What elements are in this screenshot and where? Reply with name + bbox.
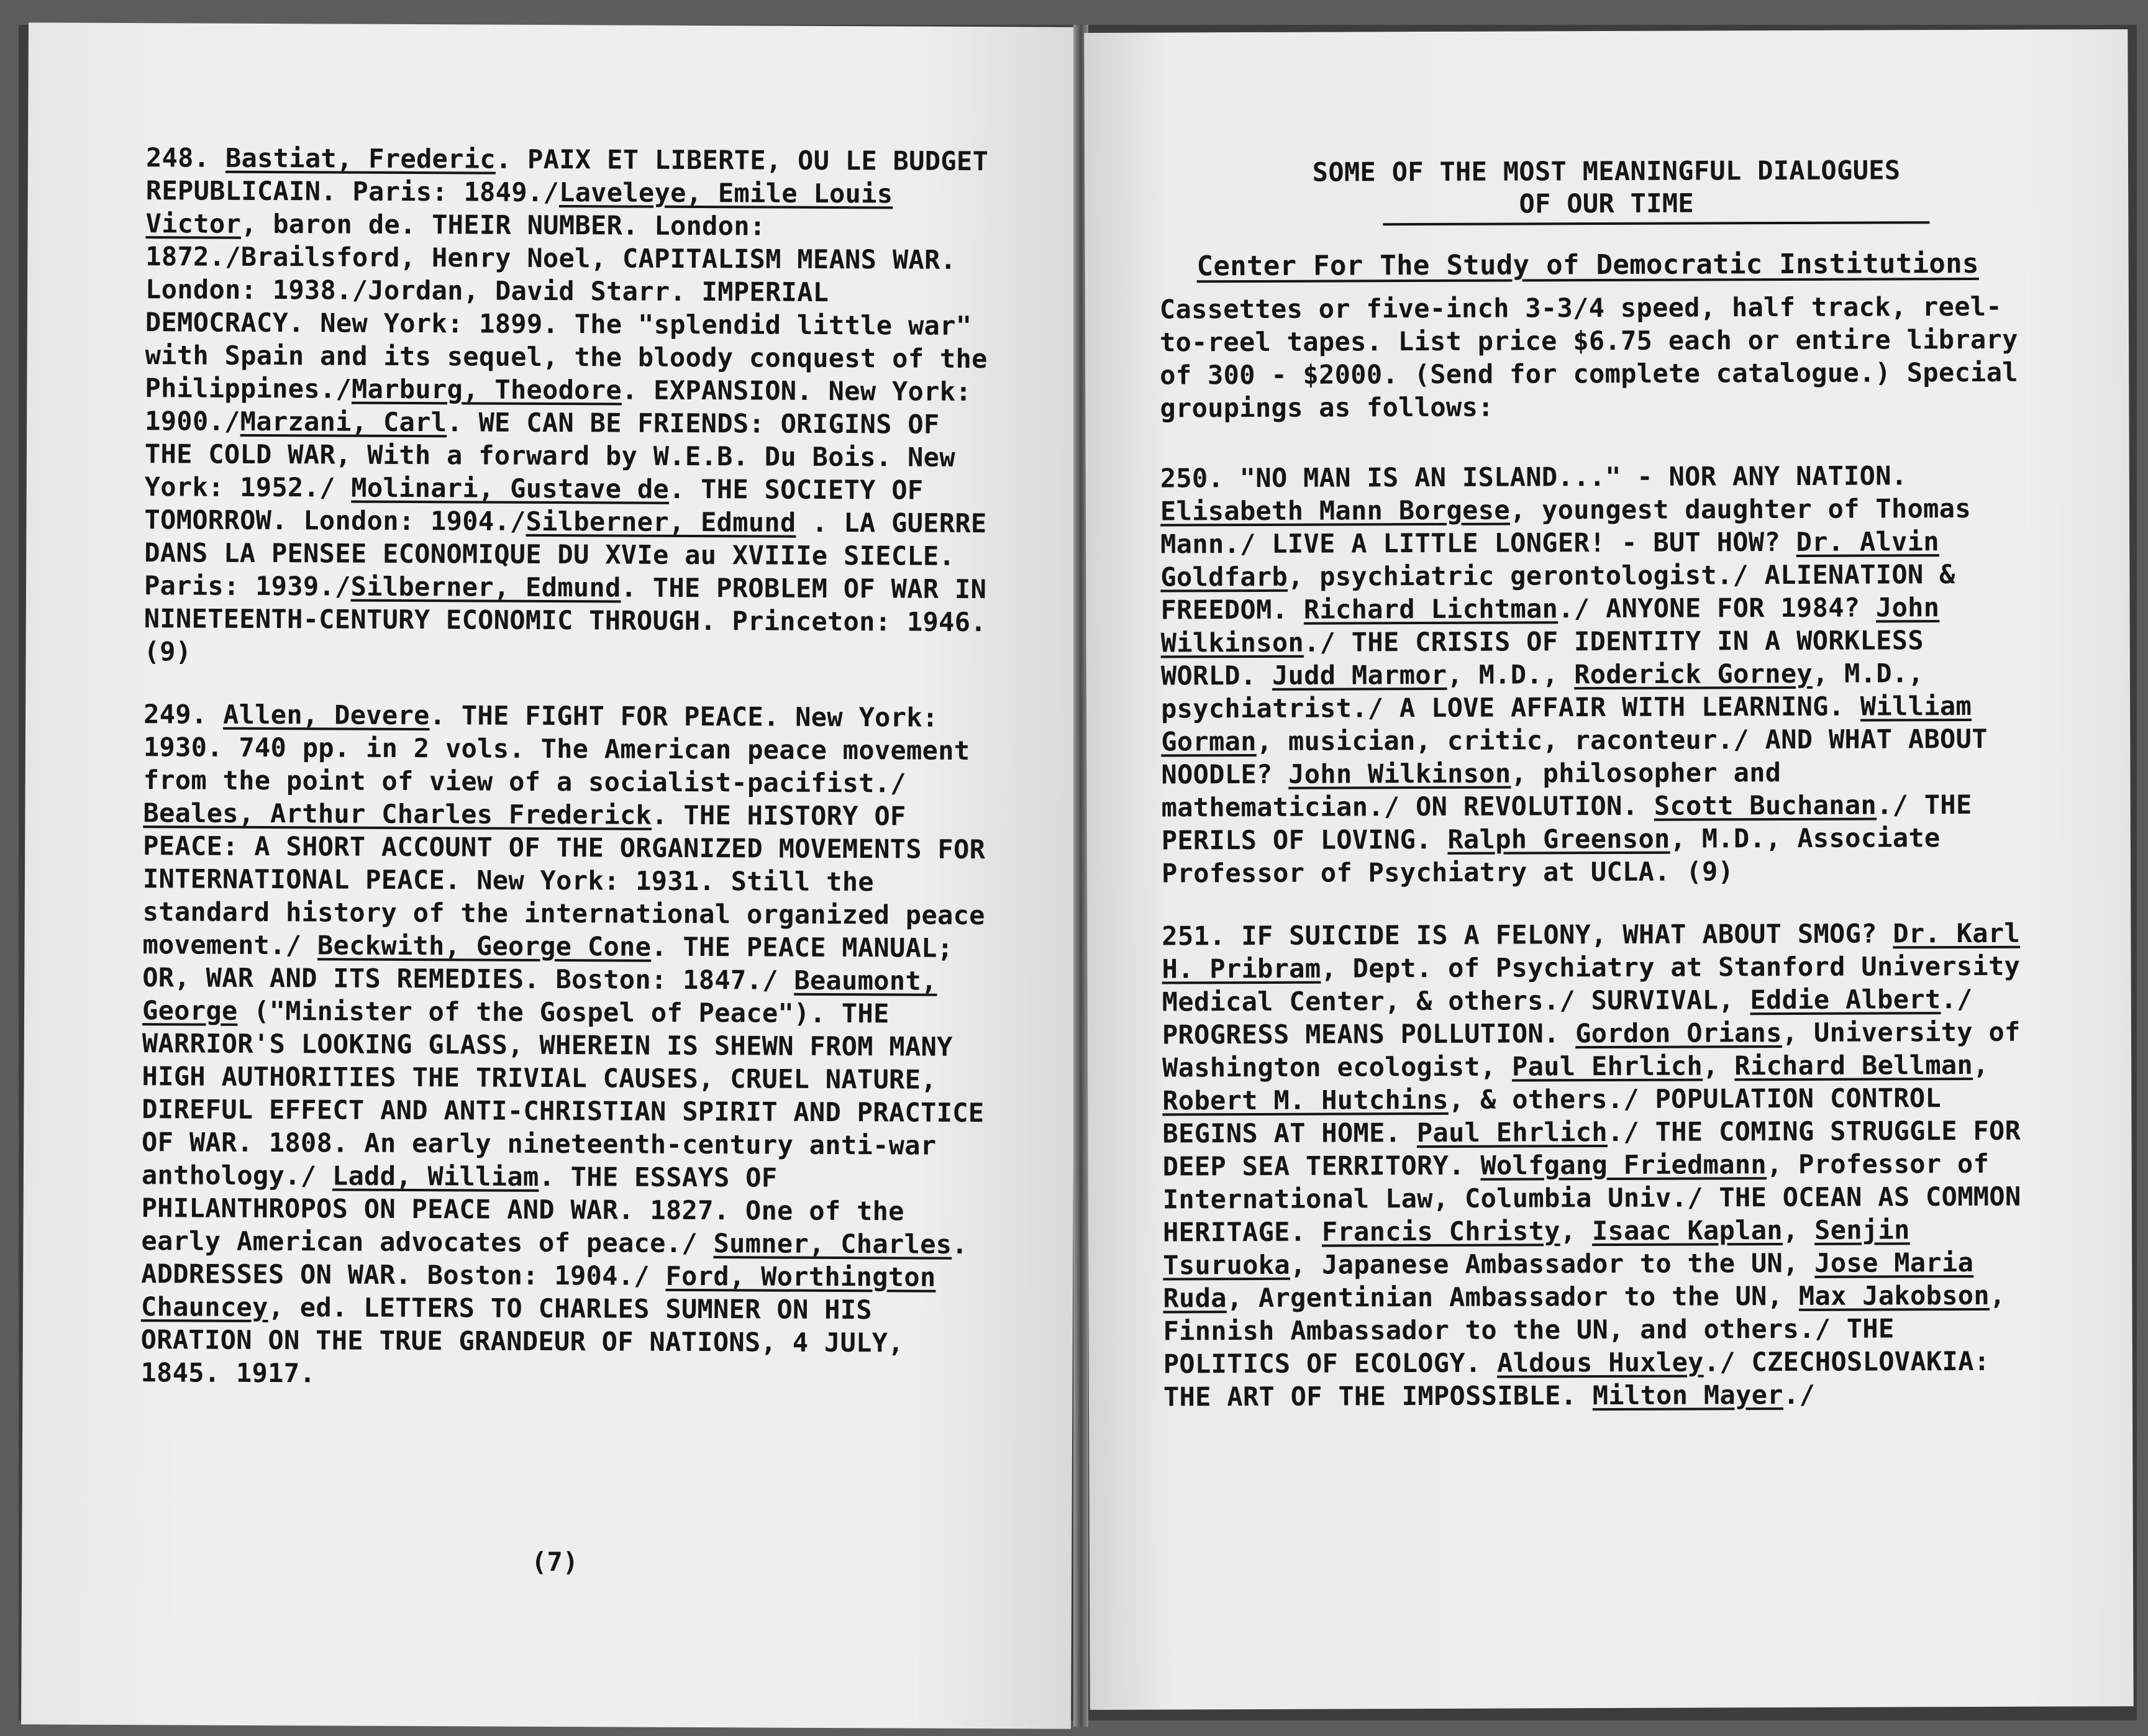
heading-line-1: SOME OF THE MOST MEANINGFUL DIALOGUES	[1312, 155, 1901, 188]
entry-text: 248.	[145, 142, 226, 173]
entry-text: , Finnish Ambassador to the UN, and others./ THE POLITICS OF ECOLOGY.	[1163, 1279, 2006, 1379]
left-page-text	[140, 141, 1003, 1422]
entry-251	[1162, 917, 2033, 1414]
underlined-name: Robert M. Hutchins	[1162, 1084, 1449, 1116]
underlined-name: Laveleye, Emile Louis Victor	[145, 177, 893, 239]
entry-text: ./ THE PERILS OF LOVING.	[1161, 789, 1972, 856]
underlined-name: Richard Bellman	[1734, 1049, 1973, 1081]
underlined-name: Marburg, Theodore	[351, 373, 622, 406]
underlined-name: Paul Ehrlich	[1511, 1050, 1703, 1082]
underlined-name: John Wilkinson	[1160, 592, 1940, 658]
entry-text: . THE PROBLEM OF WAR IN NINETEENTH-CENTURY ECONOMIC THROUGH. Princeton: 1946. (9)	[143, 572, 987, 667]
underlined-name: Richard Lichtman	[1303, 593, 1559, 625]
entry-text: . THE ESSAYS OF PHILANTHROPOS ON PEACE AND WAR. 1827. One of the early American advocates of peace./	[141, 1161, 904, 1259]
heading-line-2: OF OUR TIME	[1519, 188, 1695, 219]
entry-text: ./ THE CRISIS OF IDENTITY IN A WORKLESS WORLD.	[1160, 625, 1924, 691]
entry-text: , baron de. THEIR NUMBER. London: 1872./Brailsford, Henry Noel, CAPITALISM MEANS WAR. London: 1938./Jordan, David Starr. IMPERIAL DEMOCRACY. New York: 1899. The "splendid little war" with Spain and its sequel, the bloody conquest of the Philippines./	[145, 208, 988, 404]
entry-249	[140, 698, 1001, 1393]
underlined-name: Senjin Tsuruoka	[1163, 1214, 1910, 1281]
entry-text: , musician, critic, raconteur./ AND WHAT ABOUT NOODLE?	[1161, 723, 1988, 790]
underlined-name: Beales, Arthur Charles Frederick	[143, 798, 652, 830]
underlined-name: John Wilkinson	[1288, 758, 1511, 789]
entry-text: ./ PROGRESS MEANS POLLUTION.	[1162, 983, 1973, 1050]
underlined-name: Marzani, Carl	[240, 406, 447, 438]
entry-text: ,	[1782, 1214, 1815, 1246]
entry-248	[143, 141, 1003, 671]
entry-text: , M.D., Associate Professor of Psychiatry at UCLA. (9)	[1161, 822, 1941, 889]
page-number: (7)	[531, 1546, 579, 1578]
entry-text: ,	[1560, 1216, 1592, 1247]
underlined-name: Elisabeth Mann Borgese	[1160, 494, 1510, 527]
entry-text: , Dept. of Psychiatry at Stanford University Medical Center, & others./ SURVIVAL,	[1162, 950, 2021, 1017]
underlined-name: Sumner, Charles	[713, 1228, 952, 1260]
underlined-name: Bastiat, Frederic	[225, 142, 496, 175]
entry-text: 250. "NO MAN IS AN ISLAND..." - NOR ANY NATION.	[1160, 460, 1908, 494]
entry-text: ,	[1702, 1050, 1735, 1081]
underlined-name: Milton Mayer	[1592, 1379, 1783, 1411]
underlined-name: Gordon Orians	[1575, 1017, 1782, 1049]
entry-text: ./	[1783, 1379, 1816, 1411]
underlined-name: Aldous Huxley	[1496, 1347, 1704, 1378]
entry-text: . ADDRESSES ON WAR. Boston: 1904./	[141, 1229, 968, 1291]
entry-text: . PAIX ET LIBERTE, OU LE BUDGET REPUBLICAIN. Paris: 1849./	[145, 143, 989, 208]
underlined-name: Ladd, William	[332, 1160, 539, 1192]
underlined-name: Judd Marmor	[1272, 659, 1447, 691]
underlined-name: Ford, Worthington Chauncey	[140, 1260, 936, 1323]
underlined-name: Paul Ehrlich	[1416, 1117, 1608, 1148]
entry-text: . WE CAN BE FRIENDS: ORIGINS OF THE COLD WAR, With a forward by W.E.B. Du Bois. New York: 1952./	[144, 407, 955, 503]
underlined-name: Roderick Gorney	[1574, 658, 1813, 690]
underlined-name: Silberner, Edmund	[526, 506, 796, 538]
entry-text: . THE HISTORY OF PEACE: A SHORT ACCOUNT OF THE ORGANIZED MOVEMENTS FOR INTERNATIONAL PEACE. New York: 1931. Still the standard history of the international organized peace movement./	[142, 799, 986, 961]
entry-text: . LA GUERRE DANS LA PENSEE ECONOMIQUE DU XVIe au XVIIIe SIECLE. Paris: 1939./	[143, 507, 987, 602]
underlined-name: Scott Buchanan	[1654, 789, 1877, 821]
entry-text: , M.D.,	[1447, 659, 1575, 690]
section-subheading: Center For The Study of Democratic Institutions	[1196, 247, 1979, 283]
underlined-name: Beckwith, George Cone	[317, 930, 652, 962]
underlined-name: Wolfgang Friedmann	[1480, 1149, 1767, 1181]
underlined-name: Beaumont, George	[142, 965, 937, 1026]
underlined-name: Allen, Devere	[222, 699, 430, 731]
underlined-name: Dr. Karl H. Pribram	[1162, 917, 2021, 984]
entry-text: , University of Washington ecologist,	[1162, 1016, 2021, 1083]
entry-text: , & others./ POPULATION CONTROL BEGINS AT HOME.	[1162, 1083, 1942, 1149]
entry-text: 249.	[143, 699, 224, 730]
underlined-name: William Gorman	[1161, 690, 1972, 757]
page-heading	[1184, 154, 2029, 222]
entry-text: . THE FIGHT FOR PEACE. New York: 1930. 740 pp. in 2 vols. The American peace movement from the point of view of a socialist-pacifist./	[143, 700, 970, 799]
left-page	[21, 22, 1078, 1729]
underlined-name: Ralph Greenson	[1447, 823, 1670, 855]
entry-text: ,	[1972, 1049, 1989, 1080]
underlined-name: Eddie Albert	[1750, 984, 1941, 1016]
underlined-name: Silberner, Edmund	[350, 571, 621, 603]
entry-250	[1160, 459, 2031, 890]
right-page-text	[1159, 154, 2033, 1443]
entry-text: , M.D., psychiatrist./ A LOVE AFFAIR WITH LEARNING.	[1161, 658, 1924, 724]
entry-text: , Argentinian Ambassador to the UN,	[1226, 1280, 1799, 1314]
underlined-name: Jose Maria Ruda	[1163, 1247, 1974, 1314]
entry-text: . THE SOCIETY OF TOMORROW. London: 1904./	[144, 473, 924, 537]
entry-text: ./ CZECHOSLOVAKIA: THE ART OF THE IMPOSSIBLE.	[1163, 1345, 1990, 1412]
entry-text: , Professor of International Law, Columbia Univ./ THE OCEAN AS COMMON HERITAGE.	[1162, 1148, 2021, 1248]
underlined-name: Francis Christy	[1321, 1216, 1560, 1247]
entry-text: . EXPANSION. New York: 1900./	[145, 375, 972, 437]
underlined-name: Max Jakobson	[1798, 1279, 1990, 1311]
entry-text: , philosopher and mathematician./ ON REVOLUTION.	[1161, 757, 1782, 823]
underlined-name: Isaac Kaplan	[1591, 1215, 1783, 1247]
intro-paragraph: Cassettes or five-inch 3-3/4 speed, half track, reel-to-reel tapes. List price $6.75 each or entire library of 300 - $2000. (Send for complete catalogue.) Special groupings as follows:	[1159, 291, 2018, 424]
entry-text: . THE PEACE MANUAL; OR, WAR AND ITS REMEDIES. Boston: 1847./	[142, 931, 953, 996]
entry-text: , psychiatric gerontologist./ ALIENATION & FREEDOM.	[1160, 559, 1955, 625]
right-page	[1084, 29, 2133, 1710]
entry-text: , youngest daughter of Thomas Mann./ LIVE A LITTLE LONGER! - BUT HOW?	[1160, 493, 1971, 560]
entry-text: 251. IF SUICIDE IS A FELONY, WHAT ABOUT SMOG?	[1162, 918, 1893, 952]
entry-text: ("Minister of the Gospel of Peace"). THE WARRIOR'S LOOKING GLASS, WHEREIN IS SHEWN FROM MANY HIGH AUTHORITIES THE TRIVIAL CAUSES, CRUEL NATURE, DIREFUL EFFECT AND ANTI-CHRISTIAN SPIRIT AND PRACTICE OF WAR. 1808. An early nineteenth-century anti-war anthology./	[141, 995, 985, 1191]
entry-text: ./ THE COMING STRUGGLE FOR DEEP SEA TERRITORY.	[1162, 1115, 2021, 1182]
entry-text: ./ ANYONE FOR 1984?	[1558, 592, 1877, 624]
underlined-name: Molinari, Gustave de	[351, 472, 670, 504]
entry-text: , ed. LETTERS TO CHARLES SUMNER ON HIS ORATION ON THE TRUE GRANDEUR OF NATIONS, 4 JULY, 1845. 1917.	[140, 1292, 904, 1389]
heading-rule	[1383, 221, 1929, 225]
entry-text: , Japanese Ambassador to the UN,	[1290, 1247, 1815, 1280]
underlined-name: Dr. Alvin Goldfarb	[1160, 526, 1939, 593]
